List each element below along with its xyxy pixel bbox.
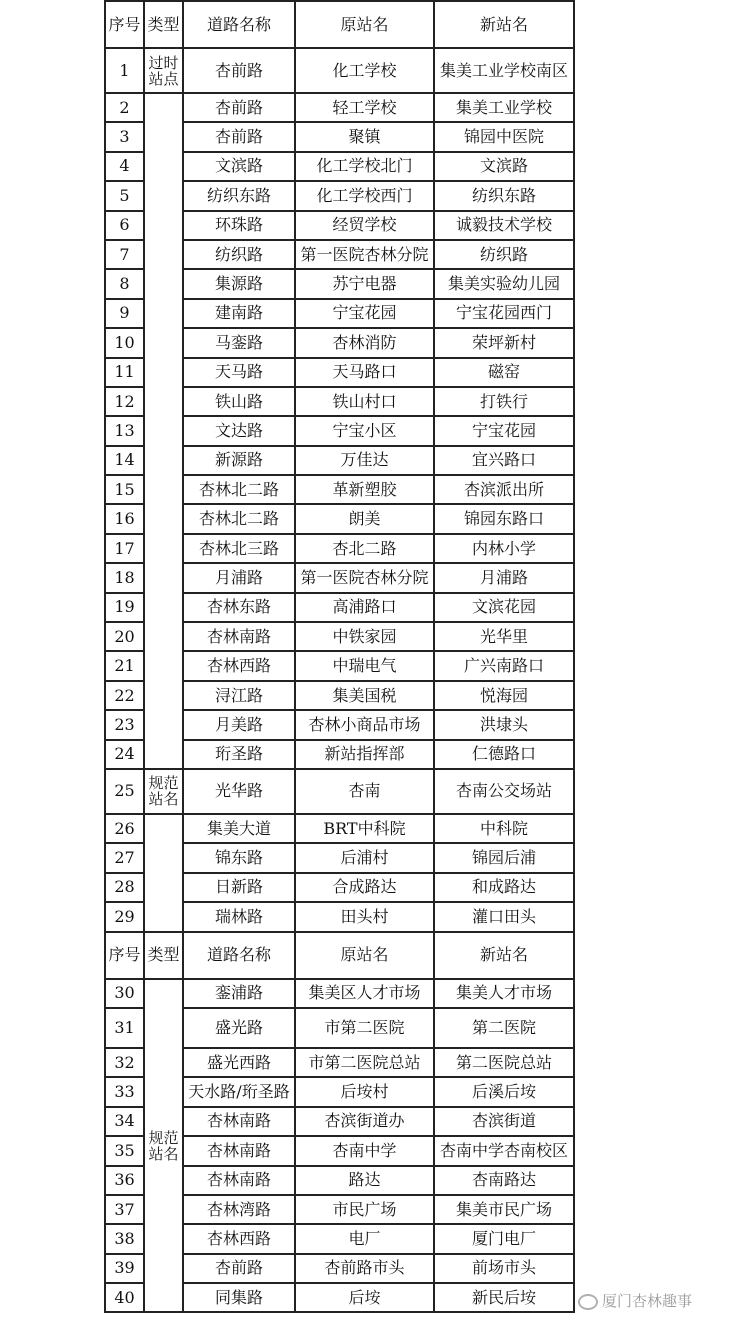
old-name-cell: 杏林小商品市场	[295, 710, 434, 739]
old-name-cell: 市第二医院总站	[295, 1048, 434, 1077]
old-name-cell: 苏宁电器	[295, 269, 434, 298]
table-row	[105, 769, 574, 814]
new-name-cell: 和成路达	[434, 873, 574, 902]
seq-cell: 24	[105, 740, 144, 769]
seq-cell: 38	[105, 1224, 144, 1253]
old-name-cell: 宁宝花园	[295, 299, 434, 328]
old-name-cell: 市第二医院	[295, 1008, 434, 1048]
road-cell: 瑞林路	[183, 902, 295, 931]
road-cell: 锦东路	[183, 843, 295, 872]
new-name-cell: 诚毅技术学校	[434, 211, 574, 240]
type-cell: 规范站名	[144, 769, 183, 814]
road-cell: 同集路	[183, 1283, 295, 1312]
seq-cell: 28	[105, 873, 144, 902]
new-name-cell: 荣坪新村	[434, 328, 574, 357]
new-name-cell: 纺织东路	[434, 181, 574, 210]
seq-cell: 2	[105, 93, 144, 122]
seq-cell: 37	[105, 1195, 144, 1224]
old-name-cell: 后浦村	[295, 843, 434, 872]
old-name-cell: 合成路达	[295, 873, 434, 902]
old-name-cell: 集美国税	[295, 681, 434, 710]
seq-cell: 11	[105, 358, 144, 387]
type-cell	[144, 93, 183, 769]
type-cell: 过时站点	[144, 48, 183, 93]
seq-cell: 12	[105, 387, 144, 416]
old-name-cell: 新站指挥部	[295, 740, 434, 769]
seq-cell: 18	[105, 563, 144, 592]
road-cell: 月浦路	[183, 563, 295, 592]
old-name-cell: 万佳达	[295, 446, 434, 475]
seq-cell: 8	[105, 269, 144, 298]
new-name-cell: 内林小学	[434, 534, 574, 563]
road-cell: 杏前路	[183, 93, 295, 122]
new-name-cell: 宜兴路口	[434, 446, 574, 475]
road-cell: 杏林东路	[183, 593, 295, 622]
road-cell: 浔江路	[183, 681, 295, 710]
new-name-cell: 杏南路达	[434, 1166, 574, 1195]
seq-cell: 10	[105, 328, 144, 357]
road-cell: 天水路/珩圣路	[183, 1077, 295, 1106]
new-name-cell: 锦园东路口	[434, 504, 574, 533]
seq-cell: 26	[105, 814, 144, 843]
new-name-cell: 洪埭头	[434, 710, 574, 739]
seq-cell: 19	[105, 593, 144, 622]
new-name-cell: 锦园中医院	[434, 122, 574, 151]
new-name-cell: 集美市民广场	[434, 1195, 574, 1224]
old-name-cell: 路达	[295, 1166, 434, 1195]
old-name-cell: 经贸学校	[295, 211, 434, 240]
header-type: 类型	[144, 1, 183, 48]
old-name-cell: 杏南	[295, 769, 434, 814]
old-name-cell: 田头村	[295, 902, 434, 931]
road-cell: 杏林北二路	[183, 475, 295, 504]
old-name-cell: 第一医院杏林分院	[295, 240, 434, 269]
old-name-cell: 宁宝小区	[295, 416, 434, 445]
old-name-cell: 第一医院杏林分院	[295, 563, 434, 592]
road-cell: 杏林西路	[183, 651, 295, 680]
header-seq: 序号	[105, 1, 144, 48]
old-name-cell: 杏前路市头	[295, 1254, 434, 1283]
header-row	[105, 1, 574, 48]
header-new-name: 新站名	[434, 1, 574, 48]
old-name-cell: 聚镇	[295, 122, 434, 151]
new-name-cell: 集美工业学校南区	[434, 48, 574, 93]
road-cell: 杏林南路	[183, 1136, 295, 1165]
seq-cell: 35	[105, 1136, 144, 1165]
road-cell: 马銮路	[183, 328, 295, 357]
table-row	[105, 48, 574, 93]
old-name-cell: 铁山村口	[295, 387, 434, 416]
new-name-cell: 磁窑	[434, 358, 574, 387]
header-road: 道路名称	[183, 932, 295, 979]
new-name-cell: 第二医院总站	[434, 1048, 574, 1077]
header-old-name: 原站名	[295, 932, 434, 979]
road-cell: 文滨路	[183, 152, 295, 181]
new-name-cell: 悦海园	[434, 681, 574, 710]
header-seq: 序号	[105, 932, 144, 979]
seq-cell: 36	[105, 1166, 144, 1195]
road-cell: 环珠路	[183, 211, 295, 240]
header-type: 类型	[144, 932, 183, 979]
new-name-cell: 杏滨派出所	[434, 475, 574, 504]
road-cell: 杏林南路	[183, 1107, 295, 1136]
seq-cell: 9	[105, 299, 144, 328]
road-cell: 铁山路	[183, 387, 295, 416]
new-name-cell: 第二医院	[434, 1008, 574, 1048]
old-name-cell: 化工学校	[295, 48, 434, 93]
old-name-cell: 中铁家园	[295, 622, 434, 651]
old-name-cell: 后垵	[295, 1283, 434, 1312]
type-cell: 规范站名	[144, 979, 183, 1313]
road-cell: 日新路	[183, 873, 295, 902]
seq-cell: 20	[105, 622, 144, 651]
new-name-cell: 杏南公交场站	[434, 769, 574, 814]
old-name-cell: 中瑞电气	[295, 651, 434, 680]
old-name-cell: 集美区人才市场	[295, 979, 434, 1008]
old-name-cell: 天马路口	[295, 358, 434, 387]
road-cell: 纺织路	[183, 240, 295, 269]
road-cell: 杏前路	[183, 122, 295, 151]
old-name-cell: 朗美	[295, 504, 434, 533]
seq-cell: 3	[105, 122, 144, 151]
new-name-cell: 广兴南路口	[434, 651, 574, 680]
road-cell: 杏林北二路	[183, 504, 295, 533]
seq-cell: 13	[105, 416, 144, 445]
seq-cell: 4	[105, 152, 144, 181]
road-cell: 杏林南路	[183, 622, 295, 651]
seq-cell: 33	[105, 1077, 144, 1106]
road-cell: 杏林南路	[183, 1166, 295, 1195]
watermark	[578, 1290, 692, 1311]
road-cell: 珩圣路	[183, 740, 295, 769]
header-road: 道路名称	[183, 1, 295, 48]
seq-cell: 1	[105, 48, 144, 93]
old-name-cell: BRT中科院	[295, 814, 434, 843]
old-name-cell: 轻工学校	[295, 93, 434, 122]
new-name-cell: 集美人才市场	[434, 979, 574, 1008]
old-name-cell: 后垵村	[295, 1077, 434, 1106]
new-name-cell: 中科院	[434, 814, 574, 843]
old-name-cell: 杏北二路	[295, 534, 434, 563]
road-cell: 天马路	[183, 358, 295, 387]
new-name-cell: 集美工业学校	[434, 93, 574, 122]
new-name-cell: 后溪后垵	[434, 1077, 574, 1106]
road-cell: 杏前路	[183, 48, 295, 93]
seq-cell: 25	[105, 769, 144, 814]
new-name-cell: 新民后垵	[434, 1283, 574, 1312]
seq-cell: 29	[105, 902, 144, 931]
old-name-cell: 杏滨街道办	[295, 1107, 434, 1136]
seq-cell: 32	[105, 1048, 144, 1077]
road-cell: 盛光西路	[183, 1048, 295, 1077]
seq-cell: 21	[105, 651, 144, 680]
new-name-cell: 月浦路	[434, 563, 574, 592]
old-name-cell: 革新塑胶	[295, 475, 434, 504]
new-name-cell: 杏滨街道	[434, 1107, 574, 1136]
seq-cell: 17	[105, 534, 144, 563]
seq-cell: 23	[105, 710, 144, 739]
seq-cell: 15	[105, 475, 144, 504]
new-name-cell: 集美实验幼儿园	[434, 269, 574, 298]
road-cell: 杏林西路	[183, 1224, 295, 1253]
road-cell: 盛光路	[183, 1008, 295, 1048]
new-name-cell: 杏南中学杏南校区	[434, 1136, 574, 1165]
new-name-cell: 文滨路	[434, 152, 574, 181]
header-row	[105, 932, 574, 979]
table-row	[105, 979, 574, 1008]
station-rename-table	[104, 0, 575, 1313]
road-cell: 杏林北三路	[183, 534, 295, 563]
seq-cell: 40	[105, 1283, 144, 1312]
seq-cell: 31	[105, 1008, 144, 1048]
type-cell	[144, 814, 183, 932]
new-name-cell: 灌口田头	[434, 902, 574, 931]
new-name-cell: 锦园后浦	[434, 843, 574, 872]
road-cell: 建南路	[183, 299, 295, 328]
seq-cell: 34	[105, 1107, 144, 1136]
old-name-cell: 化工学校北门	[295, 152, 434, 181]
new-name-cell: 打铁行	[434, 387, 574, 416]
road-cell: 光华路	[183, 769, 295, 814]
old-name-cell: 市民广场	[295, 1195, 434, 1224]
road-cell: 纺织东路	[183, 181, 295, 210]
old-name-cell: 电厂	[295, 1224, 434, 1253]
road-cell: 銮浦路	[183, 979, 295, 1008]
new-name-cell: 文滨花园	[434, 593, 574, 622]
table-row	[105, 814, 574, 843]
new-name-cell: 仁德路口	[434, 740, 574, 769]
new-name-cell: 宁宝花园西门	[434, 299, 574, 328]
wechat-icon	[578, 1294, 598, 1310]
header-old-name: 原站名	[295, 1, 434, 48]
road-cell: 新源路	[183, 446, 295, 475]
watermark-text: 厦门杏林趣事	[602, 1292, 693, 1310]
new-name-cell: 前场市头	[434, 1254, 574, 1283]
seq-cell: 22	[105, 681, 144, 710]
old-name-cell: 高浦路口	[295, 593, 434, 622]
old-name-cell: 杏南中学	[295, 1136, 434, 1165]
seq-cell: 5	[105, 181, 144, 210]
road-cell: 月美路	[183, 710, 295, 739]
road-cell: 杏前路	[183, 1254, 295, 1283]
table-row	[105, 93, 574, 122]
seq-cell: 27	[105, 843, 144, 872]
old-name-cell: 杏林消防	[295, 328, 434, 357]
new-name-cell: 厦门电厂	[434, 1224, 574, 1253]
new-name-cell: 纺织路	[434, 240, 574, 269]
seq-cell: 7	[105, 240, 144, 269]
new-name-cell: 光华里	[434, 622, 574, 651]
road-cell: 集源路	[183, 269, 295, 298]
seq-cell: 14	[105, 446, 144, 475]
road-cell: 文达路	[183, 416, 295, 445]
road-cell: 集美大道	[183, 814, 295, 843]
seq-cell: 16	[105, 504, 144, 533]
seq-cell: 30	[105, 979, 144, 1008]
road-cell: 杏林湾路	[183, 1195, 295, 1224]
seq-cell: 39	[105, 1254, 144, 1283]
old-name-cell: 化工学校西门	[295, 181, 434, 210]
header-new-name: 新站名	[434, 932, 574, 979]
seq-cell: 6	[105, 211, 144, 240]
new-name-cell: 宁宝花园	[434, 416, 574, 445]
